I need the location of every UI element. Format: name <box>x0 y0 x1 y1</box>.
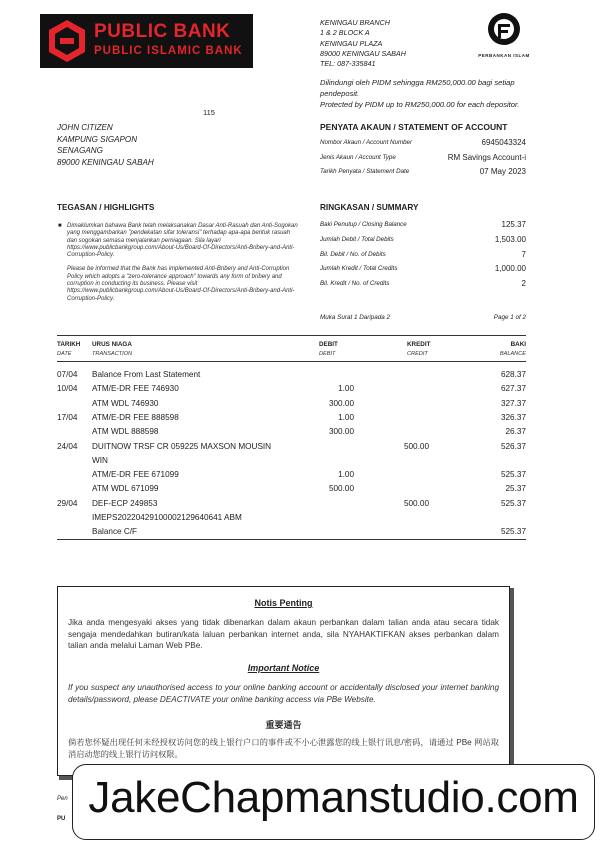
txn-balance: 526.37 <box>500 441 526 451</box>
txn-debit: 1.00 <box>338 470 354 480</box>
header-transaction-en: TRANSACTION <box>92 351 133 357</box>
notice-title-malay: Notis Penting <box>254 598 313 608</box>
txn-debit: 300.00 <box>328 398 354 408</box>
table-header-rule <box>57 361 526 362</box>
highlights-english: Please be informed that the Bank has implemented Anti-Bribery and Anti-Corruption Policy which adopts a "zero-tolerance approach" towards any form of bribery and corruption in conducting its business. Please visit https://www.publicbankgroup.com/About-Us/Board-Of-Directors/Anti-Bribery-and-Anti-Corruption-Policy. <box>67 266 295 302</box>
header-date-en: DATE <box>57 351 72 357</box>
bullet-icon: ■ <box>58 223 62 229</box>
txn-balance: 525.37 <box>500 498 526 508</box>
branch-address <box>320 18 406 69</box>
branch-line: TEL: 087-335841 <box>320 59 376 69</box>
row-label: Tarikh Penyata / Statement Date <box>320 168 410 175</box>
header-balance-en: BALANCE <box>499 351 526 357</box>
seal-caption: PERBANKAN ISLAM <box>478 53 530 58</box>
footer-line-2: PU <box>57 816 66 822</box>
row-label: Bil. Kredit / No. of Credits <box>320 280 390 287</box>
row-value: 1,503.00 <box>494 235 526 244</box>
branch-line: KENINGAU PLAZA <box>320 38 383 48</box>
summary-row <box>320 280 526 293</box>
txn-date: 10/04 <box>57 384 78 394</box>
highlights-title: TEGASAN / HIGHLIGHTS <box>57 203 155 212</box>
txn-date: 17/04 <box>57 412 78 422</box>
customer-line: SENAGANG <box>57 146 103 155</box>
txn-balance: 627.37 <box>500 384 526 394</box>
txn-description: ATM WDL 671099 <box>92 484 159 494</box>
reference-number: 115 <box>203 108 215 117</box>
txn-description: DUITNOW TRSF CR 059225 MAXSON MOUSIN <box>92 441 272 451</box>
txn-description: ATM/E-DR FEE 888598 <box>92 412 179 422</box>
txn-description: ATM WDL 888598 <box>92 427 159 437</box>
branch-line: 1 & 2 BLOCK A <box>320 28 370 38</box>
row-value: 7 <box>521 250 526 259</box>
txn-debit: 300.00 <box>328 427 354 437</box>
bank-logo-icon <box>48 19 86 63</box>
header-credit: KREDIT <box>407 341 431 348</box>
summary-row <box>320 236 526 249</box>
page-number-malay: Muka Surat 1 Daripada 2 <box>320 314 391 321</box>
row-label: Bil. Debit / No. of Debits <box>320 251 386 258</box>
txn-description: DEF-ECP 249853 <box>92 498 158 508</box>
row-value: RM Savings Account-i <box>447 153 526 162</box>
notice-text-english: If you suspect any unauthorised access to your online banking account or accidentally disclosed your internet banking details/password, please DEACTIVATE your online banking access via PBe Website. <box>68 683 499 704</box>
txn-balance: 25.37 <box>505 484 526 494</box>
row-value: 6945043324 <box>481 138 526 147</box>
branch-line: 89000 KENINGAU SABAH <box>320 48 406 58</box>
txn-balance: 327.37 <box>500 398 526 408</box>
row-value: 2 <box>521 279 526 288</box>
customer-line: KAMPUNG SIGAPON <box>57 134 138 144</box>
islamic-banking-seal <box>474 12 534 62</box>
txn-debit: 500.00 <box>328 484 354 494</box>
txn-balance: 525.37 <box>500 527 526 537</box>
row-label: Jumlah Debit / Total Debits <box>320 236 394 243</box>
table-bottom-rule <box>57 539 526 540</box>
txn-description: ATM/E-DR FEE 746930 <box>92 384 179 394</box>
summary-row <box>320 251 526 264</box>
page-number-english: Page 1 of 2 <box>493 314 526 321</box>
row-label: Nombor Akaun / Account Number <box>320 139 413 146</box>
customer-address <box>57 122 154 168</box>
txn-date: 29/04 <box>57 498 78 508</box>
txn-balance: 525.37 <box>500 470 526 480</box>
row-label: Jumlah Kredit / Total Credits <box>320 265 398 272</box>
table-top-rule <box>57 335 526 336</box>
bank-name: PUBLIC BANK <box>94 21 231 42</box>
pidm-english: Protected by PIDM up to RM250,000.00 for each depositor. <box>320 100 520 109</box>
txn-description: IMEPS20220429100002129640641 ABM <box>92 513 242 522</box>
txn-credit: 500.00 <box>403 498 429 508</box>
header-credit-en: CREDIT <box>407 351 428 357</box>
customer-line: 89000 KENINGAU SABAH <box>57 157 154 167</box>
account-number-row <box>320 139 526 152</box>
summary-row <box>320 221 526 234</box>
notice-title-english: Important Notice <box>247 663 320 673</box>
txn-debit: 1.00 <box>338 384 354 394</box>
header-debit-en: DEBIT <box>319 351 336 357</box>
txn-date: 07/04 <box>57 370 78 379</box>
statement-title: PENYATA AKAUN / STATEMENT OF ACCOUNT <box>320 122 508 132</box>
summary-title: RINGKASAN / SUMMARY <box>320 203 419 212</box>
notice-text-malay: Jika anda mengesyaki akses yang tidak dibenarkan dalam akaun perbankan dalam talian anda atau secara tidak sengaja mendedahkan butiran/kata laluan perbankan internet anda, sila NYAHAKTIFKAN akses perbankan dalam talian anda melalui Laman Web PBe. <box>68 618 499 651</box>
txn-credit: 500.00 <box>403 441 429 451</box>
summary-row <box>320 265 526 278</box>
pidm-notice <box>320 77 546 110</box>
txn-description: WIN <box>92 455 108 465</box>
watermark-banner <box>72 764 595 840</box>
txn-balance: 628.37 <box>500 370 526 379</box>
bank-subname: PUBLIC ISLAMIC BANK <box>94 45 243 57</box>
txn-description: ATM/E-DR FEE 671099 <box>92 470 179 480</box>
highlights-malay: Dimaklumkan bahawa Bank telah melaksanakan Dasar Anti-Rasuah dan Anti-Sogokan yang menggambarkan "pendekatan sifar toleransi" terhadap apa-apa bentuk rasuah dan sogokan semasa menjalankan perniagaan. Sila layari https://www.publicbankgroup.com/About-Us/Board-Of-Directors/Anti-Bribery-and-Anti-Corruption-Policy. <box>67 223 298 259</box>
statement-date-row <box>320 168 526 181</box>
header-date: TARIKH <box>57 341 81 348</box>
notice-title-chinese: 重要通告 <box>265 720 302 730</box>
row-label: Jenis Akaun / Account Type <box>320 154 396 161</box>
customer-line: JOHN CITIZEN <box>57 123 113 132</box>
header-balance: BAKI <box>510 341 526 348</box>
txn-description: Balance C/F <box>92 527 138 537</box>
seal-icon <box>484 12 524 46</box>
watermark-text: JakeChapmanstudio.com <box>88 773 579 822</box>
txn-description: Balance From Last Statement <box>92 370 201 379</box>
txn-description: ATM WDL 746930 <box>92 398 159 408</box>
txn-date: 24/04 <box>57 441 78 451</box>
pidm-malay: Dilindungi oleh PIDM sehingga RM250,000.00 bagi setiap pendeposit. <box>320 78 515 98</box>
header-transaction: URUS NIAGA <box>92 341 132 348</box>
row-label: Baki Penutup / Closing Balance <box>320 221 407 228</box>
row-value: 1,000.00 <box>494 264 526 273</box>
account-type-row <box>320 154 526 167</box>
txn-balance: 326.37 <box>500 412 526 422</box>
txn-debit: 1.00 <box>338 412 354 422</box>
notice-text-chinese: 倘若您怀疑出现任何未经授权访问您的线上银行户口的事件或不小心泄露您的线上银行讯息/密码，请通过 PBe 网站取消启动您的线上银行访问权限。 <box>68 738 499 759</box>
header-debit: DEBIT <box>319 341 338 348</box>
important-notice-box <box>57 586 510 776</box>
footer-line-1: Pen <box>57 796 68 802</box>
txn-balance: 26.37 <box>505 427 526 437</box>
highlights-text <box>67 223 299 303</box>
branch-line: KENINGAU BRANCH <box>320 18 390 27</box>
row-value: 07 May 2023 <box>479 167 526 176</box>
public-bank-logo <box>40 14 253 68</box>
row-value: 125.37 <box>501 220 526 229</box>
